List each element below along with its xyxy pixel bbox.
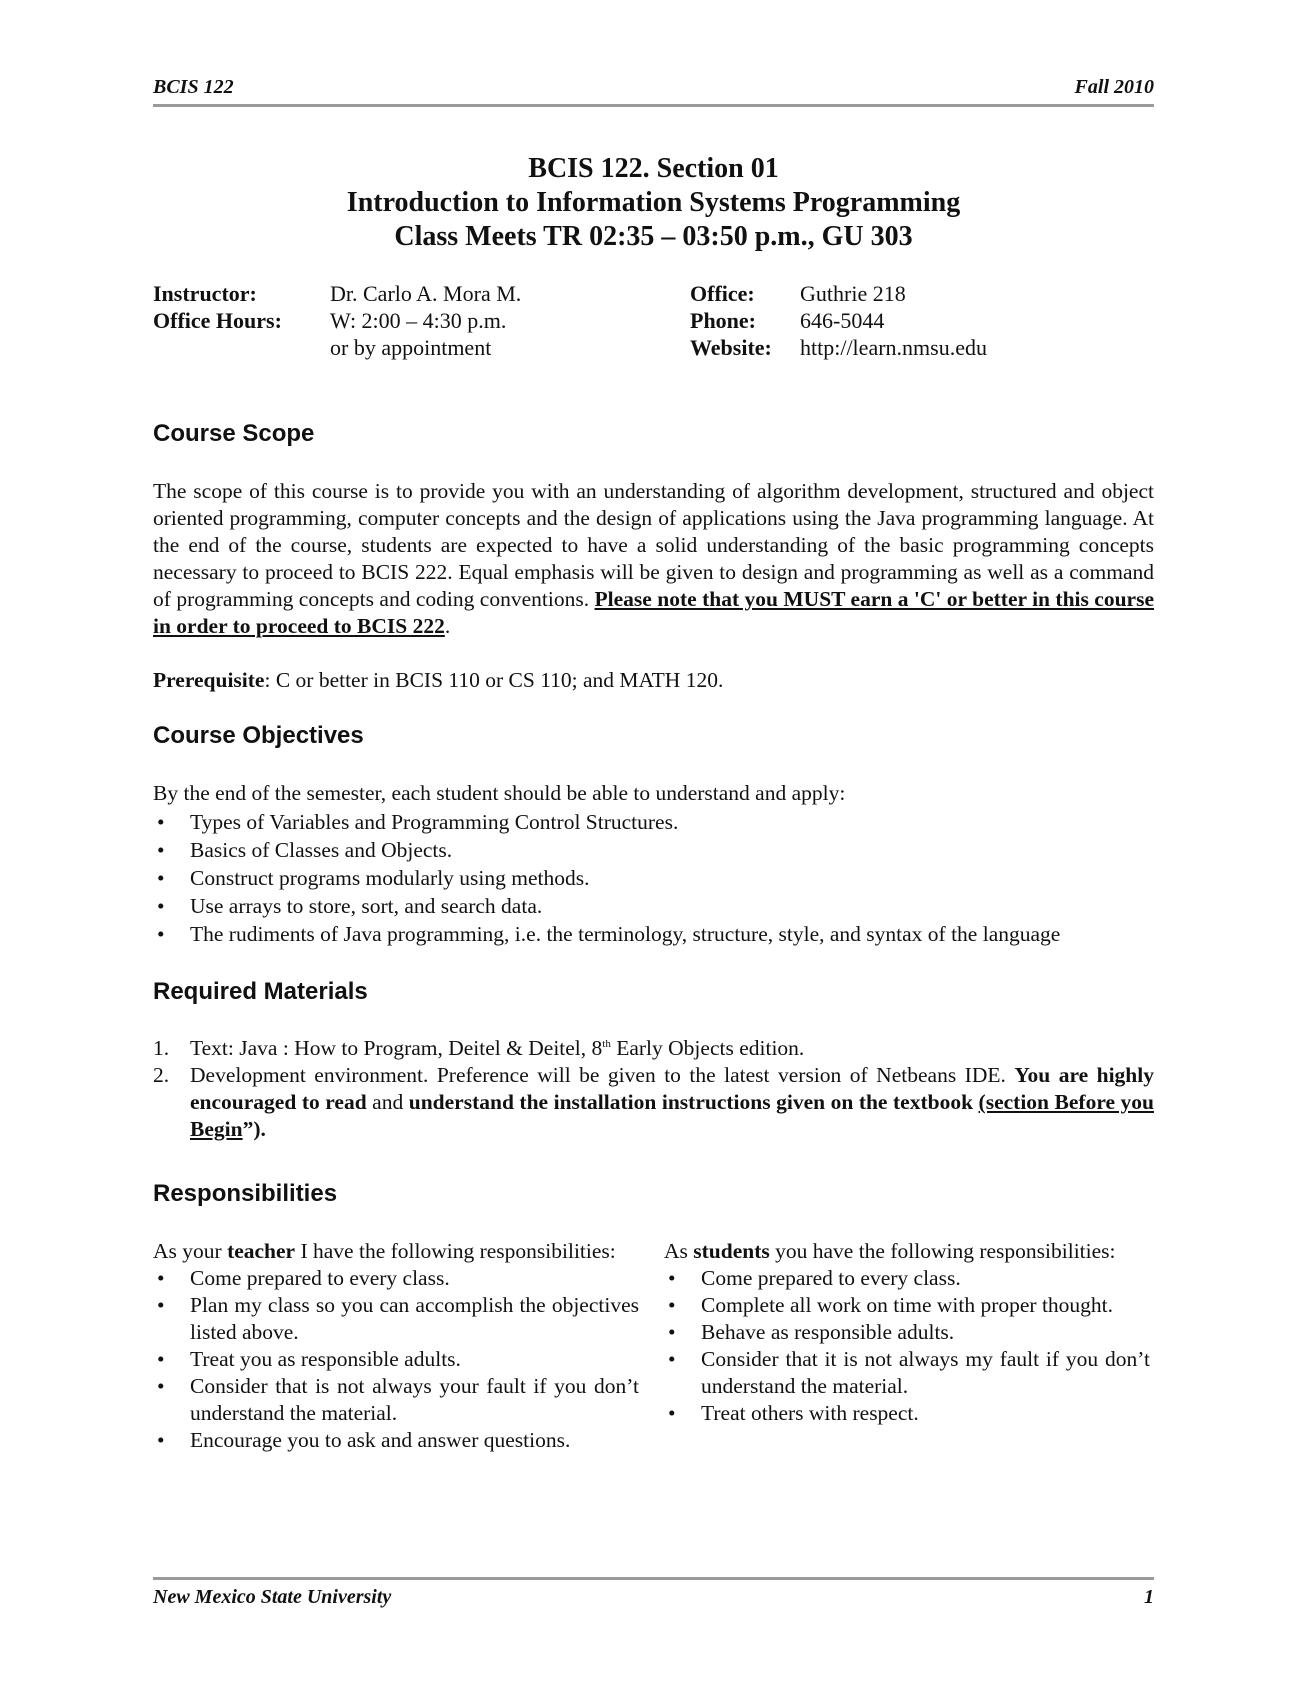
instructor-value: Dr. Carlo A. Mora M.: [330, 281, 522, 306]
list-item: • Consider that it is not always my fault if you don’t understand the material.: [668, 1347, 1150, 1398]
instructor-label: Instructor:: [153, 281, 257, 306]
bullet-icon: •: [157, 922, 165, 946]
website-label: Website:: [690, 335, 772, 360]
students-list: [664, 1265, 1150, 1427]
course-scope-note: Please note that you MUST earn a 'C' or better in this course in order to proceed to BCIS 222: [153, 587, 1154, 638]
running-header: [153, 74, 1154, 107]
list-item: • Behave as responsible adults.: [668, 1320, 955, 1344]
teacher-list: [153, 1265, 639, 1454]
teacher-responsibilities: [153, 1238, 639, 1454]
list-item: • Encourage you to ask and answer questions.: [157, 1428, 571, 1452]
bullet-icon: •: [157, 1347, 165, 1371]
running-footer: [153, 1577, 1154, 1610]
footer-university: New Mexico State University: [153, 1586, 392, 1608]
course-scope-text: The scope of this course is to provide you with an understanding of algorithm development, structured and object oriented programming, computer concepts and the design of applications using the Java programming language. At the end of the course, students are expected to have a solid understanding of the basic programming concepts necessary to proceed to BCIS 222. Equal emphasis will be given to design and programming as well as a command of programming concepts and coding conventions.: [153, 479, 1154, 611]
prerequisite-text: : C or better in BCIS 110 or CS 110; and MATH 120.: [264, 668, 724, 692]
list-item: • Complete all work on time with proper thought.: [668, 1293, 1114, 1317]
list-item: • The rudiments of Java programming, i.e. the terminology, structure, style, and syntax of the language: [157, 922, 1061, 946]
office-hours-value: W: 2:00 – 4:30 p.m.: [330, 308, 507, 333]
list-number: 2.: [153, 1063, 170, 1087]
list-item: • Plan my class so you can accomplish the objectives listed above.: [157, 1293, 639, 1344]
title-line-meeting-time: Class Meets TR 02:35 – 03:50 p.m., GU 303: [394, 221, 913, 252]
list-item: • Treat others with respect.: [668, 1401, 919, 1425]
header-course-code: BCIS 122: [153, 76, 234, 98]
course-scope-note-end: .: [444, 614, 451, 638]
list-item: 1. Text: Java : How to Program, Deitel & Deitel, 8th Early Objects edition.: [153, 1036, 805, 1060]
list-item: • Construct programs modularly using methods.: [157, 866, 590, 890]
bullet-icon: •: [157, 894, 165, 918]
objectives-list: [153, 808, 1154, 948]
students-intro: As students you have the following responsibilities:: [664, 1239, 1116, 1263]
materials-list: [153, 1035, 1154, 1143]
bullet-icon: •: [668, 1347, 676, 1371]
bullet-icon: •: [157, 1428, 165, 1452]
list-item: 2. Development environment. Preference will be given to the latest version of Netbeans IDE. You are highly encouraged to read and understand the installation instructions given on the textbook (section Before you Begin”).: [153, 1063, 1154, 1141]
office-value: Guthrie 218: [800, 281, 906, 306]
responsibilities-heading: Responsibilities: [153, 1180, 338, 1207]
course-scope-heading: Course Scope: [153, 420, 315, 447]
bullet-icon: •: [157, 1374, 165, 1398]
bullet-icon: •: [157, 866, 165, 890]
office-label: Office:: [690, 281, 755, 306]
teacher-intro: As your teacher I have the following responsibilities:: [153, 1239, 616, 1263]
list-item: • Basics of Classes and Objects.: [157, 838, 453, 862]
student-responsibilities: [664, 1238, 1150, 1427]
bullet-icon: •: [157, 1293, 165, 1317]
title-line-section: BCIS 122. Section 01: [528, 153, 779, 184]
list-item: • Come prepared to every class.: [157, 1266, 450, 1290]
list-item: • Treat you as responsible adults.: [157, 1347, 461, 1371]
website-value[interactable]: http://learn.nmsu.edu: [800, 335, 987, 360]
phone-value: 646-5044: [800, 308, 885, 333]
bullet-icon: •: [157, 838, 165, 862]
phone-label: Phone:: [690, 308, 756, 333]
bullet-icon: •: [668, 1293, 676, 1317]
header-term: Fall 2010: [1074, 76, 1154, 98]
document-title: [153, 152, 1154, 254]
office-hours-label: Office Hours:: [153, 308, 282, 333]
bullet-icon: •: [668, 1266, 676, 1290]
prerequisite-label: Prerequisite: [153, 668, 265, 692]
course-scope-paragraph: [153, 478, 1154, 640]
bullet-icon: •: [668, 1401, 676, 1425]
objectives-intro: By the end of the semester, each student should be able to understand and apply:: [153, 781, 846, 805]
course-objectives-heading: Course Objectives: [153, 722, 364, 749]
prerequisite-paragraph: [153, 667, 1154, 694]
page-number: 1: [1144, 1586, 1154, 1608]
title-line-course-name: Introduction to Information Systems Programming: [346, 187, 961, 218]
required-materials-heading: Required Materials: [153, 978, 368, 1005]
list-item: • Come prepared to every class.: [668, 1266, 961, 1290]
list-item: • Types of Variables and Programming Control Structures.: [157, 810, 679, 834]
list-number: 1.: [153, 1036, 170, 1060]
bullet-icon: •: [668, 1320, 676, 1344]
list-item: • Use arrays to store, sort, and search data.: [157, 894, 543, 918]
bullet-icon: •: [157, 1266, 165, 1290]
list-item: • Consider that is not always your fault if you don’t understand the material.: [157, 1374, 639, 1425]
office-hours-value-2: or by appointment: [330, 335, 492, 360]
bullet-icon: •: [157, 810, 165, 834]
